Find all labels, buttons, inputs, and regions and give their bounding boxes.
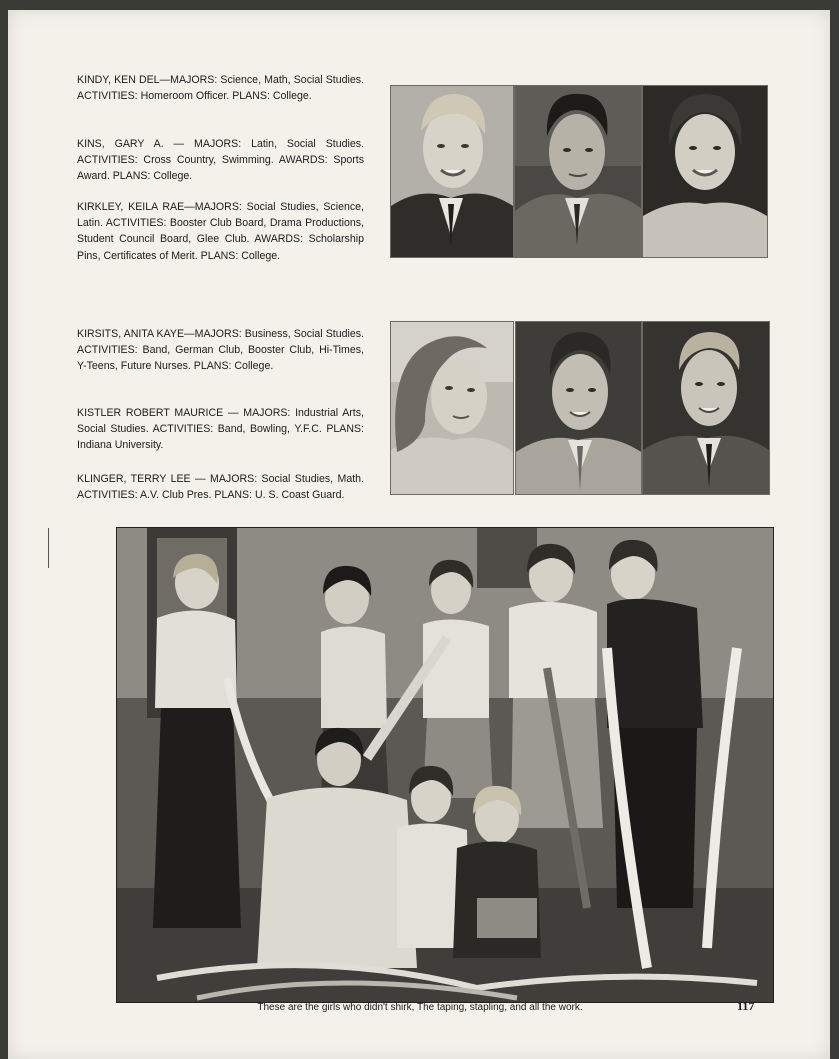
bio-kindy: KINDY, KEN DEL—MAJORS: Science, Math, Social Studies. ACTIVITIES: Homeroom Officer. PLANS: College. bbox=[77, 74, 364, 103]
page-number: 117 bbox=[737, 999, 755, 1013]
bio-kirkley: KIRKLEY, KEILA RAE—MAJORS: Social Studies, Science, Latin. ACTIVITIES: Booster Club Board, Drama Productions, Student Council Board, Glee Club. AWARDS: Scholarship Pins, Certificates of Merit. PLANS: College. bbox=[77, 201, 364, 262]
portrait-kistler bbox=[515, 321, 642, 495]
portrait-kirkley bbox=[642, 85, 768, 258]
bio-kins: KINS, GARY A. — MAJORS: Latin, Social Studies. ACTIVITIES: Cross Country, Swimming. AWARDS: Sports Award. PLANS: College. bbox=[77, 138, 364, 183]
bio-kirsits: KIRSITS, ANITA KAYE—MAJORS: Business, Social Studies. ACTIVITIES: Band, German Club, Booster Club, Hi-Times, Y-Teens, Future Nurses. PLANS: College. bbox=[77, 328, 364, 373]
bio-kistler: KISTLER ROBERT MAURICE — MAJORS: Industrial Arts, Social Studies. ACTIVITIES: Band, Bowling, Y.F.C. PLANS: Indiana University. bbox=[77, 407, 364, 452]
portrait-klinger bbox=[642, 321, 770, 495]
portrait-kindy bbox=[390, 85, 514, 258]
margin-mark bbox=[48, 528, 49, 568]
group-photo-streamers bbox=[116, 527, 774, 1003]
bio-klinger: KLINGER, TERRY LEE — MAJORS: Social Studies, Math. ACTIVITIES: A.V. Club Pres. PLANS: U. S. Coast Guard. bbox=[77, 473, 364, 502]
portrait-kirsits bbox=[390, 321, 514, 495]
portrait-kins bbox=[514, 85, 642, 258]
photo-caption: These are the girls who didn't shirk, The taping, stapling, and all the work. bbox=[257, 1002, 583, 1013]
